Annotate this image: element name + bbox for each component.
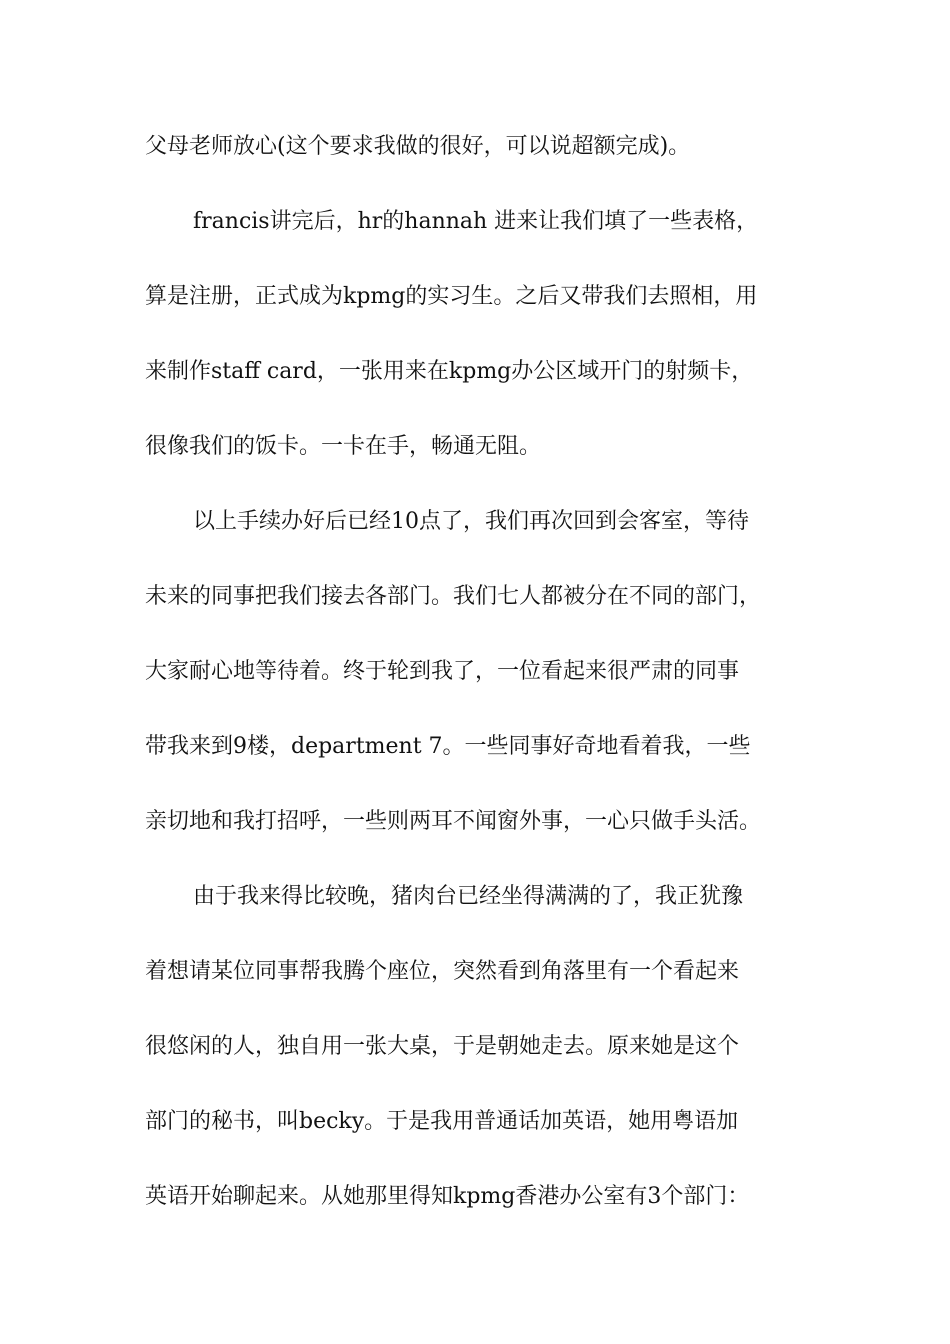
text-line: 英语开始聊起来。从她那里得知kpmg香港办公室有3个部门： [145, 1184, 750, 1209]
text-line: 未来的同事把我们接去各部门。我们七人都被分在不同的部门， [145, 584, 762, 609]
text-line: 来制作staff card，一张用来在kpmg办公区域开门的射频卡， [145, 359, 754, 384]
body-text [145, 128, 825, 1253]
text-line: 亲切地和我打招呼，一些则两耳不闻窗外事，一心只做手头活。 [145, 809, 762, 834]
text-line: 父母老师放心(这个要求我做的很好，可以说超额完成)。 [145, 134, 691, 159]
text-line: 以上手续办好后已经10点了，我们再次回到会客室，等待 [193, 509, 749, 534]
text-line: 着想请某位同事帮我腾个座位，突然看到角落里有一个看起来 [145, 959, 740, 984]
text-line: francis讲完后，hr的hannah 进来让我们填了一些表格， [193, 209, 759, 234]
text-line: 大家耐心地等待着。终于轮到我了，一位看起来很严肃的同事 [145, 659, 740, 684]
text-line: 很悠闲的人，独自用一张大桌，于是朝她走去。原来她是这个 [145, 1034, 740, 1059]
text-line: 算是注册，正式成为kpmg的实习生。之后又带我们去照相，用 [145, 284, 758, 309]
text-line: 带我来到9楼，department 7。一些同事好奇地看着我，一些 [145, 734, 751, 759]
text-line: 很像我们的饭卡。一卡在手，畅通无阻。 [145, 434, 542, 459]
text-line: 由于我来得比较晚，猪肉台已经坐得满满的了，我正犹豫 [193, 884, 744, 909]
text-line: 部门的秘书，叫becky。于是我用普通话加英语，她用粤语加 [145, 1109, 739, 1134]
